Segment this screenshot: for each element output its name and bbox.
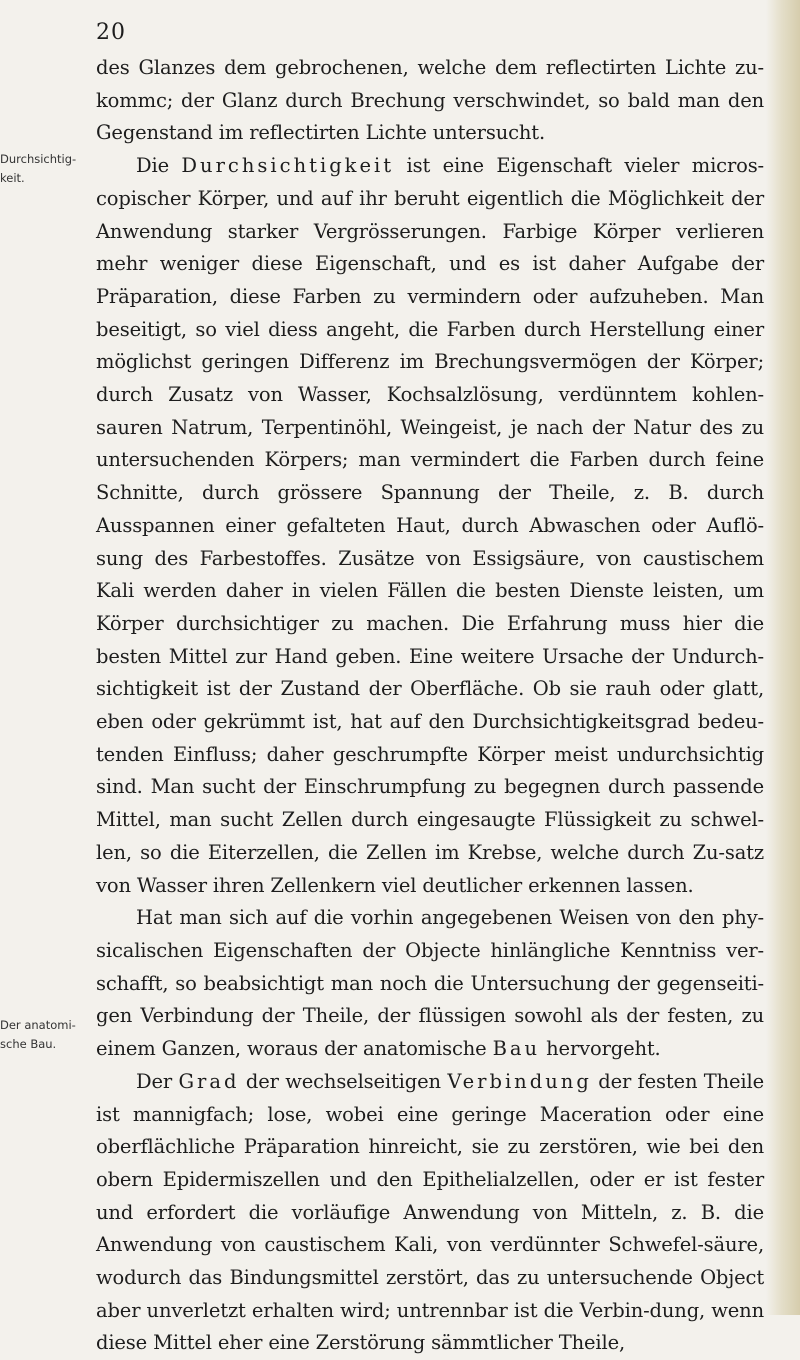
paragraph-text: der festen Theile ist mannigfach; lose, wobei eine geringe Maceration oder eine oberflächliche Präparation hinreicht, sie zu zerstören, wie bei den obern Epidermiszellen und den Epithelialzellen, oder er ist fester und erfordert die vorläufige Anwendung von Mitteln, z. B. die Anwendung von caustischem Kali, von verdünnter Schwefel-säure, wodurch das Bindungsmittel zerstört, das zu untersuchende Object aber unverletzt erhalten wird; untrennbar ist die Verbin-dung, wenn diese Mittel eher eine Zerstörung sämmtlicher Theile,: [96, 1069, 764, 1355]
spaced-term-grad: Grad: [178, 1069, 240, 1093]
paragraph-anatomischer-bau: [96, 902, 764, 1066]
paragraph-text: Hat man sich auf die vorhin angegebenen Weisen von den phy-sicalischen Eigenschaften der Objecte hinlängliche Kenntniss ver-schafft, so beabsichtigt man noch die Untersuchung der gegenseiti-gen Verbindung der Theile, der flüssigen sowohl als der festen, zu einem Ganzen, woraus der anatomische: [96, 906, 764, 1061]
paragraph-text: des Glanzes dem gebrochenen, welche dem reflectirten Lichte zu-kommc; der Glanz durch Brechung verschwindet, so bald man den Gegenstand im reflectirten Lichte untersucht.: [96, 56, 764, 145]
paragraph-lead: Der: [136, 1069, 179, 1093]
sidenote-durchsichtigkeit: Durchsichtig- keit.: [0, 152, 77, 185]
page-gutter-shadow: [766, 0, 800, 1315]
paragraph-lead: Die: [136, 154, 182, 178]
paragraph-mid: der wechselseitigen: [239, 1069, 448, 1093]
body-text: [96, 52, 764, 1360]
paragraph-tail: hervorgeht.: [540, 1037, 661, 1061]
paragraph-text: ist eine Eigenschaft vieler micros-copischer Körper, und auf ihr beruht eigentlich die Möglichkeit der Anwendung starker Vergrösserungen. Farbige Körper verlieren mehr weniger diese Eigenschaft, und es ist daher Aufgabe der Präparation, diese Farben zu vermindern oder aufzuheben. Man beseitigt, so viel diess angeht, die Farben durch Herstellung einer möglichst geringen Differenz im Brechungsvermögen der Körper; durch Zusatz von Wasser, Kochsalzlösung, verdünntem kohlen-sauren Natrum, Terpentinöhl, Weingeist, je nach der Natur des zu untersuchenden Körpers; man vermindert die Farben durch feine Schnitte, durch grössere Spannung der Theile, z. B. durch Ausspannen einer gefalteten Haut, durch Abwaschen oder Auflö-sung des Farbestoffes. Zusätze von Essigsäure, von caustischem Kali werden daher in vielen Fällen die besten Dienste leisten, um Körper durchsichtiger zu machen. Die Erfahrung muss hier die besten Mittel zur Hand geben. Eine weitere Ursache der Undurch-sichtigkeit ist der Zustand der Oberfläche. Ob sie rauh oder glatt, eben oder gekrümmt ist, hat auf den Durchsichtigkeitsgrad bedeu-tenden Einfluss; daher geschrumpfte Körper meist undurchsichtig sind. Man sucht der Einschrumpfung zu begegnen durch passende Mittel, man sucht Zellen durch eingesaugte Flüssigkeit zu schwel-len, so die Eiterzellen, die Zellen im Krebse, welche durch Zu-satz von Wasser ihren Zellenkern viel deutlicher erkennen lassen.: [96, 154, 765, 897]
spaced-term-bau: Bau: [492, 1037, 541, 1061]
spaced-term-verbindung: Verbindung: [447, 1069, 592, 1093]
sidenote-anatomischer-bau: Der anatomi- sche Bau.: [0, 1018, 76, 1051]
spaced-term-durchsichtigkeit: Durchsichtigkeit: [181, 154, 395, 178]
page-number: 20: [96, 20, 126, 45]
paragraph-verbindung: [96, 1066, 764, 1360]
paragraph-durchsichtigkeit: [96, 150, 764, 902]
paragraph-glanz: [96, 52, 764, 150]
